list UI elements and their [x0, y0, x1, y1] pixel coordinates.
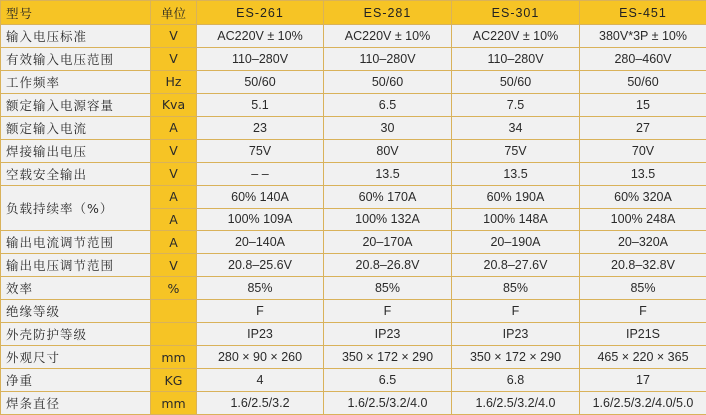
table-row [1, 369, 706, 392]
row-unit: V [151, 25, 197, 48]
row-value: 6.8 [452, 369, 580, 392]
row-value: 20–320A [580, 231, 706, 254]
row-value: 13.5 [324, 162, 452, 185]
row-value: 60% 140A [197, 185, 324, 208]
table-row [1, 231, 706, 254]
row-value: IP21S [580, 323, 706, 346]
header-model: ES-261 [197, 1, 324, 25]
row-param: 净重 [1, 369, 151, 392]
header-model: ES-301 [452, 1, 580, 25]
row-value: 1.6/2.5/3.2/4.0/5.0 [580, 392, 706, 415]
table-row [1, 47, 706, 70]
row-value: 20.8–32.8V [580, 254, 706, 277]
row-value: 70V [580, 139, 706, 162]
row-value: 100% 109A [197, 208, 324, 231]
row-unit: A [151, 208, 197, 231]
row-value: 20.8–25.6V [197, 254, 324, 277]
row-param: 负载持续率（%） [1, 185, 151, 231]
row-param: 输入电压标准 [1, 25, 151, 48]
row-param: 输出电压调节范围 [1, 254, 151, 277]
row-unit: A [151, 185, 197, 208]
row-unit: KG [151, 369, 197, 392]
row-value: IP23 [197, 323, 324, 346]
row-value: 280–460V [580, 47, 706, 70]
row-unit: mm [151, 346, 197, 369]
row-value: 5.1 [197, 93, 324, 116]
row-value: 100% 132A [324, 208, 452, 231]
header-model: ES-281 [324, 1, 452, 25]
table-row [1, 116, 706, 139]
table-row [1, 70, 706, 93]
table-row [1, 346, 706, 369]
row-param: 工作频率 [1, 70, 151, 93]
row-value: 20–140A [197, 231, 324, 254]
row-value: 50/60 [197, 70, 324, 93]
row-unit [151, 300, 197, 323]
table-row [1, 25, 706, 48]
row-value: 80V [324, 139, 452, 162]
row-value: 110–280V [324, 47, 452, 70]
header-row [1, 1, 706, 25]
header-model: ES-451 [580, 1, 706, 25]
row-value: 110–280V [197, 47, 324, 70]
row-value: 380V*3P ± 10% [580, 25, 706, 48]
row-value: 60% 170A [324, 185, 452, 208]
row-value: 4 [197, 369, 324, 392]
row-value: 280 × 90 × 260 [197, 346, 324, 369]
row-value: 6.5 [324, 369, 452, 392]
row-param: 输出电流调节范围 [1, 231, 151, 254]
row-param: 外观尺寸 [1, 346, 151, 369]
row-value: 1.6/2.5/3.2/4.0 [452, 392, 580, 415]
table-body [1, 25, 706, 415]
table-row [1, 300, 706, 323]
row-value: 50/60 [580, 70, 706, 93]
row-value: 27 [580, 116, 706, 139]
row-value: 60% 190A [452, 185, 580, 208]
row-value: IP23 [452, 323, 580, 346]
row-param: 效率 [1, 277, 151, 300]
row-value: 85% [324, 277, 452, 300]
row-value: 1.6/2.5/3.2/4.0 [324, 392, 452, 415]
row-value: 23 [197, 116, 324, 139]
header-unit: 单位 [151, 1, 197, 25]
row-param: 有效输入电压范围 [1, 47, 151, 70]
row-value: 34 [452, 116, 580, 139]
row-value: 13.5 [452, 162, 580, 185]
row-unit: V [151, 162, 197, 185]
row-value: 7.5 [452, 93, 580, 116]
row-unit: Hz [151, 70, 197, 93]
row-param: 焊条直径 [1, 392, 151, 415]
row-value: 85% [452, 277, 580, 300]
row-value: – – [197, 162, 324, 185]
row-param: 绝缘等级 [1, 300, 151, 323]
row-value: AC220V ± 10% [324, 25, 452, 48]
row-value: 100% 148A [452, 208, 580, 231]
row-value: 465 × 220 × 365 [580, 346, 706, 369]
row-value: 75V [197, 139, 324, 162]
row-unit: Kva [151, 93, 197, 116]
row-value: 13.5 [580, 162, 706, 185]
table-row [1, 323, 706, 346]
row-value: 20–190A [452, 231, 580, 254]
row-value: AC220V ± 10% [197, 25, 324, 48]
row-value: 75V [452, 139, 580, 162]
row-value: 50/60 [324, 70, 452, 93]
row-value: AC220V ± 10% [452, 25, 580, 48]
table-row [1, 139, 706, 162]
table-row [1, 185, 706, 208]
row-unit [151, 323, 197, 346]
row-unit: % [151, 277, 197, 300]
header-param: 型号 [1, 1, 151, 25]
row-unit: mm [151, 392, 197, 415]
row-value: 20–170A [324, 231, 452, 254]
table-row [1, 277, 706, 300]
row-value: F [197, 300, 324, 323]
row-param: 额定输入电流 [1, 116, 151, 139]
row-value: 20.8–26.8V [324, 254, 452, 277]
row-value: 15 [580, 93, 706, 116]
row-param: 焊接输出电压 [1, 139, 151, 162]
row-value: 17 [580, 369, 706, 392]
row-unit: A [151, 116, 197, 139]
row-value: 350 × 172 × 290 [324, 346, 452, 369]
row-value: 60% 320A [580, 185, 706, 208]
row-value: 6.5 [324, 93, 452, 116]
row-value: F [324, 300, 452, 323]
table-row [1, 254, 706, 277]
row-value: 20.8–27.6V [452, 254, 580, 277]
table-row [1, 392, 706, 415]
row-unit: V [151, 254, 197, 277]
row-value: 350 × 172 × 290 [452, 346, 580, 369]
row-value: 50/60 [452, 70, 580, 93]
row-value: 85% [197, 277, 324, 300]
table-row [1, 93, 706, 116]
row-value: 110–280V [452, 47, 580, 70]
row-value: 100% 248A [580, 208, 706, 231]
row-param: 额定输入电源容量 [1, 93, 151, 116]
row-param: 外壳防护等级 [1, 323, 151, 346]
row-unit: A [151, 231, 197, 254]
row-unit: V [151, 47, 197, 70]
row-unit: V [151, 139, 197, 162]
row-value: 30 [324, 116, 452, 139]
row-value: 1.6/2.5/3.2 [197, 392, 324, 415]
row-param: 空载安全输出 [1, 162, 151, 185]
row-value: F [452, 300, 580, 323]
table-row [1, 162, 706, 185]
row-value: F [580, 300, 706, 323]
row-value: IP23 [324, 323, 452, 346]
row-value: 85% [580, 277, 706, 300]
